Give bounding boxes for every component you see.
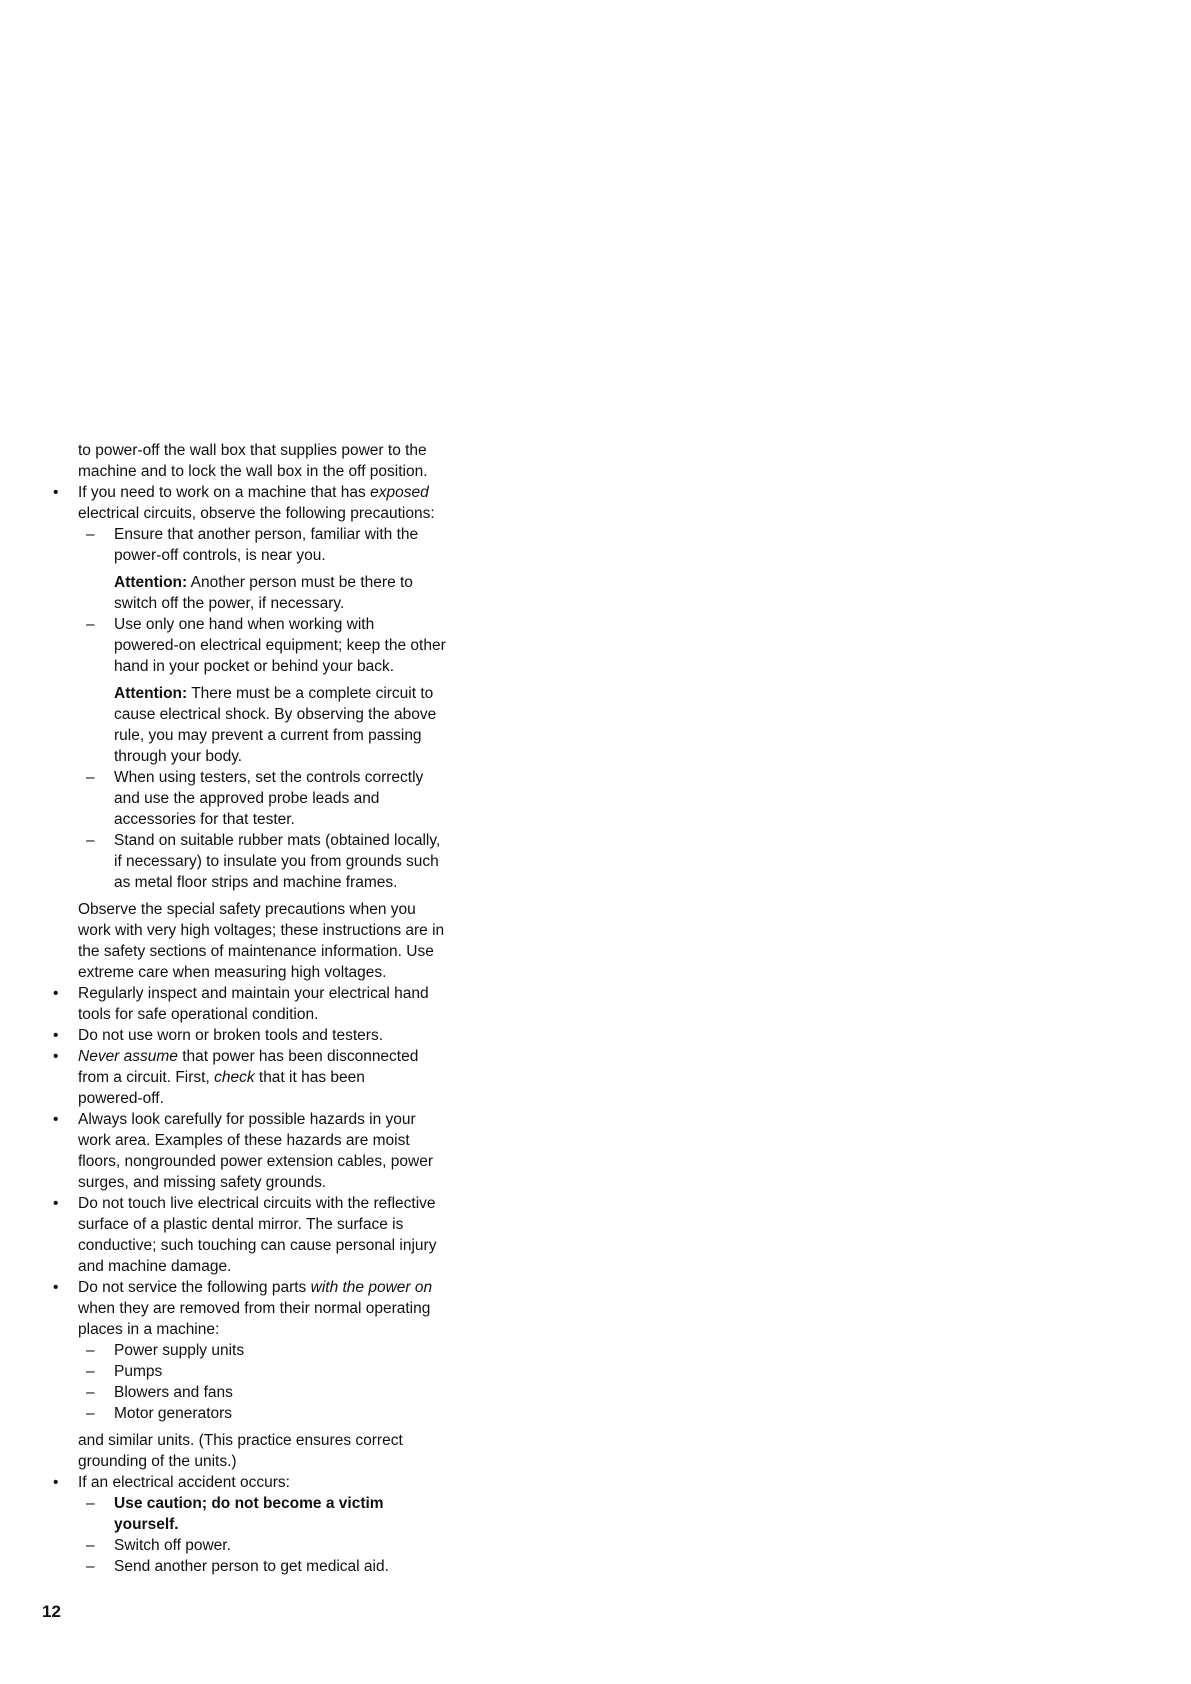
sub-list-line	[0, 788, 480, 809]
text-span: When using testers, set the controls correctly	[114, 769, 424, 786]
text-span: and use the approved probe leads and	[114, 790, 380, 807]
italic-text: with the power on	[310, 1279, 433, 1296]
text-span: work area. Examples of these hazards are moist	[78, 1132, 410, 1149]
bullet-marker: •	[53, 1195, 59, 1212]
text-line	[0, 1451, 480, 1472]
text-line	[0, 962, 480, 983]
text-span: Ensure that another person, familiar with the	[114, 526, 419, 543]
text-span: through your body.	[114, 748, 243, 765]
bullet-marker: •	[53, 1111, 59, 1128]
bullet-marker: •	[53, 985, 59, 1002]
text-span: and machine damage.	[78, 1258, 232, 1275]
sub-list-line	[0, 524, 480, 545]
text-span: If you need to work on a machine that has	[78, 484, 371, 501]
sub-list-line	[0, 830, 480, 851]
sub-list-line	[0, 1361, 480, 1382]
text-line	[0, 1235, 480, 1256]
text-span: that power has been disconnected	[177, 1048, 419, 1065]
text-span: Observe the special safety precautions when you	[78, 901, 416, 918]
bold-text: Attention:	[114, 685, 188, 702]
text-span: electrical circuits, observe the following precautions:	[78, 505, 435, 522]
sub-list-line	[0, 1535, 480, 1556]
text-line	[0, 1298, 480, 1319]
dash-marker: –	[86, 526, 95, 543]
safety-text-column	[0, 440, 480, 1577]
text-line	[0, 920, 480, 941]
sub-list-line	[0, 872, 480, 893]
text-span: Pumps	[114, 1363, 163, 1380]
sub-list-line	[0, 1514, 480, 1535]
text-span: Blowers and fans	[114, 1384, 233, 1401]
text-line	[0, 503, 480, 524]
sub-list-line	[0, 851, 480, 872]
dash-marker: –	[86, 1363, 95, 1380]
text-span: There must be a complete circuit to	[187, 685, 434, 702]
dash-marker: –	[86, 1537, 95, 1554]
text-span: Another person must be there to	[187, 574, 413, 591]
dash-marker: –	[86, 1558, 95, 1575]
text-span: Use only one hand when working with	[114, 616, 375, 633]
text-span: hand in your pocket or behind your back.	[114, 658, 395, 675]
text-line	[0, 461, 480, 482]
text-span: if necessary) to insulate you from grounds such	[114, 853, 439, 870]
text-span: as metal floor strips and machine frames.	[114, 874, 398, 891]
text-span: Do not touch live electrical circuits with the reflective	[78, 1195, 436, 1212]
bullet-marker: •	[53, 1027, 59, 1044]
text-span: rule, you may prevent a current from passing	[114, 727, 422, 744]
text-line	[0, 1319, 480, 1340]
text-span: Send another person to get medical aid.	[114, 1558, 389, 1575]
dash-marker: –	[86, 769, 95, 786]
text-line	[0, 1025, 480, 1046]
sub-list-line	[0, 614, 480, 635]
text-span: powered-off.	[78, 1090, 164, 1107]
text-span: extreme care when measuring high voltages.	[78, 964, 387, 981]
dash-marker: –	[86, 1495, 95, 1512]
text-span: the safety sections of maintenance information. Use	[78, 943, 434, 960]
text-span: machine and to lock the wall box in the off position.	[78, 463, 428, 480]
sub-list-line	[0, 545, 480, 566]
text-span: to power-off the wall box that supplies power to the	[78, 442, 427, 459]
bold-text: Use caution; do not become a victim	[114, 1495, 384, 1512]
text-line	[0, 983, 480, 1004]
italic-text: check	[214, 1069, 255, 1086]
text-span: places in a machine:	[78, 1321, 220, 1338]
text-line	[0, 1130, 480, 1151]
sub-list-line	[0, 725, 480, 746]
text-span: tools for safe operational condition.	[78, 1006, 319, 1023]
bullet-marker: •	[53, 1048, 59, 1065]
sub-list-line	[0, 704, 480, 725]
text-span: powered-on electrical equipment; keep the other	[114, 637, 446, 654]
text-span: conductive; such touching can cause personal injury	[78, 1237, 437, 1254]
text-span: Regularly inspect and maintain your electrical hand	[78, 985, 429, 1002]
text-line	[0, 1214, 480, 1235]
dash-marker: –	[86, 616, 95, 633]
text-span: Always look carefully for possible hazards in your	[78, 1111, 416, 1128]
text-line	[0, 482, 480, 503]
text-line	[0, 1472, 480, 1493]
page-number: 12	[42, 1602, 61, 1621]
bullet-marker: •	[53, 484, 59, 501]
text-span: power-off controls, is near you.	[114, 547, 326, 564]
text-line	[0, 1109, 480, 1130]
sub-list-line	[0, 767, 480, 788]
text-span: grounding of the units.)	[78, 1453, 237, 1470]
dash-marker: –	[86, 1384, 95, 1401]
text-line	[0, 941, 480, 962]
text-span: Stand on suitable rubber mats (obtained locally,	[114, 832, 441, 849]
sub-list-line	[0, 593, 480, 614]
text-line	[0, 1172, 480, 1193]
text-span: If an electrical accident occurs:	[78, 1474, 290, 1491]
sub-list-line	[0, 1382, 480, 1403]
text-span: and similar units. (This practice ensures correct	[78, 1432, 403, 1449]
sub-list-line	[0, 1403, 480, 1424]
text-line	[0, 899, 480, 920]
text-span: that it has been	[254, 1069, 365, 1086]
text-line	[0, 1067, 480, 1088]
italic-text: Never assume	[78, 1048, 178, 1065]
text-line	[0, 1088, 480, 1109]
sub-list-line	[0, 1556, 480, 1577]
text-span: from a circuit. First,	[78, 1069, 215, 1086]
italic-text: exposed	[370, 484, 429, 501]
text-span: Power supply units	[114, 1342, 245, 1359]
text-line	[0, 440, 480, 461]
sub-list-line	[0, 635, 480, 656]
bold-text: Attention:	[114, 574, 188, 591]
text-span: surface of a plastic dental mirror. The surface is	[78, 1216, 404, 1233]
sub-list-line	[0, 746, 480, 767]
sub-list-line	[0, 656, 480, 677]
text-span: accessories for that tester.	[114, 811, 295, 828]
bullet-marker: •	[53, 1474, 59, 1491]
text-line	[0, 1151, 480, 1172]
text-span: Do not service the following parts	[78, 1279, 311, 1296]
text-span: when they are removed from their normal operating	[78, 1300, 431, 1317]
sub-list-line	[0, 809, 480, 830]
text-line	[0, 1046, 480, 1067]
text-span: Do not use worn or broken tools and testers.	[78, 1027, 383, 1044]
text-span: Motor generators	[114, 1405, 233, 1422]
text-span: surges, and missing safety grounds.	[78, 1174, 327, 1191]
text-span: floors, nongrounded power extension cables, power	[78, 1153, 434, 1170]
text-span: switch off the power, if necessary.	[114, 595, 345, 612]
dash-marker: –	[86, 832, 95, 849]
bold-text: yourself.	[114, 1516, 179, 1533]
sub-list-line	[0, 1493, 480, 1514]
sub-list-line	[0, 683, 480, 704]
sub-list-line	[0, 572, 480, 593]
text-line	[0, 1430, 480, 1451]
bullet-marker: •	[53, 1279, 59, 1296]
text-line	[0, 1193, 480, 1214]
text-span: cause electrical shock. By observing the above	[114, 706, 437, 723]
text-line	[0, 1004, 480, 1025]
text-span: work with very high voltages; these instructions are in	[78, 922, 445, 939]
dash-marker: –	[86, 1405, 95, 1422]
sub-list-line	[0, 1340, 480, 1361]
dash-marker: –	[86, 1342, 95, 1359]
text-line	[0, 1256, 480, 1277]
text-line	[0, 1277, 480, 1298]
text-span: Switch off power.	[114, 1537, 231, 1554]
